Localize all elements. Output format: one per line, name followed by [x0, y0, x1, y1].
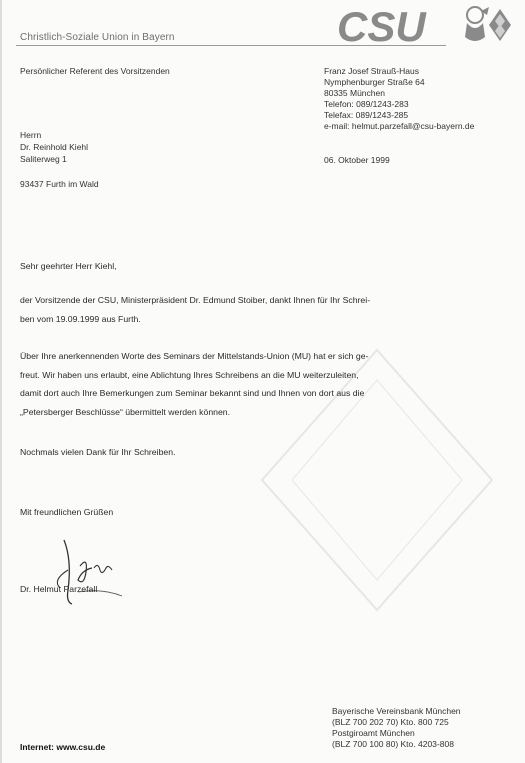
- footer-bank2-details: (BLZ 700 100 80) Kto. 4203-808: [332, 739, 454, 749]
- paragraph-1-line-1: der Vorsitzende der CSU, Ministerpräsident Dr. Edmund Stoiber, dankt Ihnen für Ihr Schrei-: [20, 295, 371, 305]
- footer-bank2: Postgiroamt München: [332, 728, 415, 738]
- diamond-icon: [489, 9, 511, 41]
- csu-logo: [333, 3, 513, 47]
- sender-phone: Telefon: 089/1243-283: [324, 99, 409, 109]
- letter-greeting: Sehr geehrter Herr Kiehl,: [20, 261, 117, 271]
- recipient-name: Dr. Reinhold Kiehl: [20, 142, 89, 152]
- logo-text: CSU: [337, 3, 426, 47]
- paragraph-2: [20, 347, 368, 421]
- sender-fax: Telefax: 089/1243-285: [324, 110, 409, 120]
- sender-role: Persönlicher Referent des Vorsitzenden: [20, 66, 170, 76]
- party-name: Christlich-Soziale Union in Bayern: [20, 32, 175, 43]
- footer-bank1-details: (BLZ 700 202 70) Kto. 800 725: [332, 717, 449, 727]
- paragraph-1: [20, 291, 370, 328]
- letter-closing: Mit freundlichen Grüßen: [20, 507, 114, 517]
- paragraph-2-line-3: damit dort auch Ihre Bemerkungen zum Seminar bekannt sind und Ihnen von dort aus die: [20, 388, 365, 398]
- recipient-block: [20, 129, 88, 165]
- signatory-name: Dr. Helmut Parzefall: [20, 584, 98, 594]
- lion-icon: [465, 7, 489, 41]
- recipient-salutation: Herrn: [20, 130, 42, 140]
- sender-address: [324, 66, 474, 132]
- footer-internet: Internet: www.csu.de: [20, 742, 106, 752]
- sender-city: 80335 München: [324, 88, 385, 98]
- letter-date: 06. Oktober 1999: [324, 155, 390, 165]
- footer-bank1: Bayerische Vereinsbank München: [332, 706, 461, 716]
- sender-street: Nymphenburger Straße 64: [324, 77, 425, 87]
- paragraph-3: Nochmals vielen Dank für Ihr Schreiben.: [20, 447, 176, 457]
- recipient-street: Saliterweg 1: [20, 154, 67, 164]
- paragraph-2-line-1: Über Ihre anerkennenden Worte des Seminars der Mittelstands-Union (MU) hat er sich ge-: [20, 351, 369, 361]
- paragraph-1-line-2: ben vom 19.09.1999 aus Furth.: [20, 313, 141, 324]
- sender-building: Franz Josef Strauß-Haus: [324, 66, 419, 76]
- paragraph-2-line-4: „Petersberger Beschlüsse“ übermittelt werden können.: [20, 406, 231, 417]
- sender-email: e-mail: helmut.parzefall@csu-bayern.de: [324, 121, 475, 131]
- footer-bank-block: [332, 706, 461, 750]
- paragraph-2-line-2: freut. Wir haben uns erlaubt, eine Ablichtung Ihres Schreibens an die MU weiterzuleiten,: [20, 369, 359, 380]
- recipient-city: 93437 Furth im Wald: [20, 179, 99, 189]
